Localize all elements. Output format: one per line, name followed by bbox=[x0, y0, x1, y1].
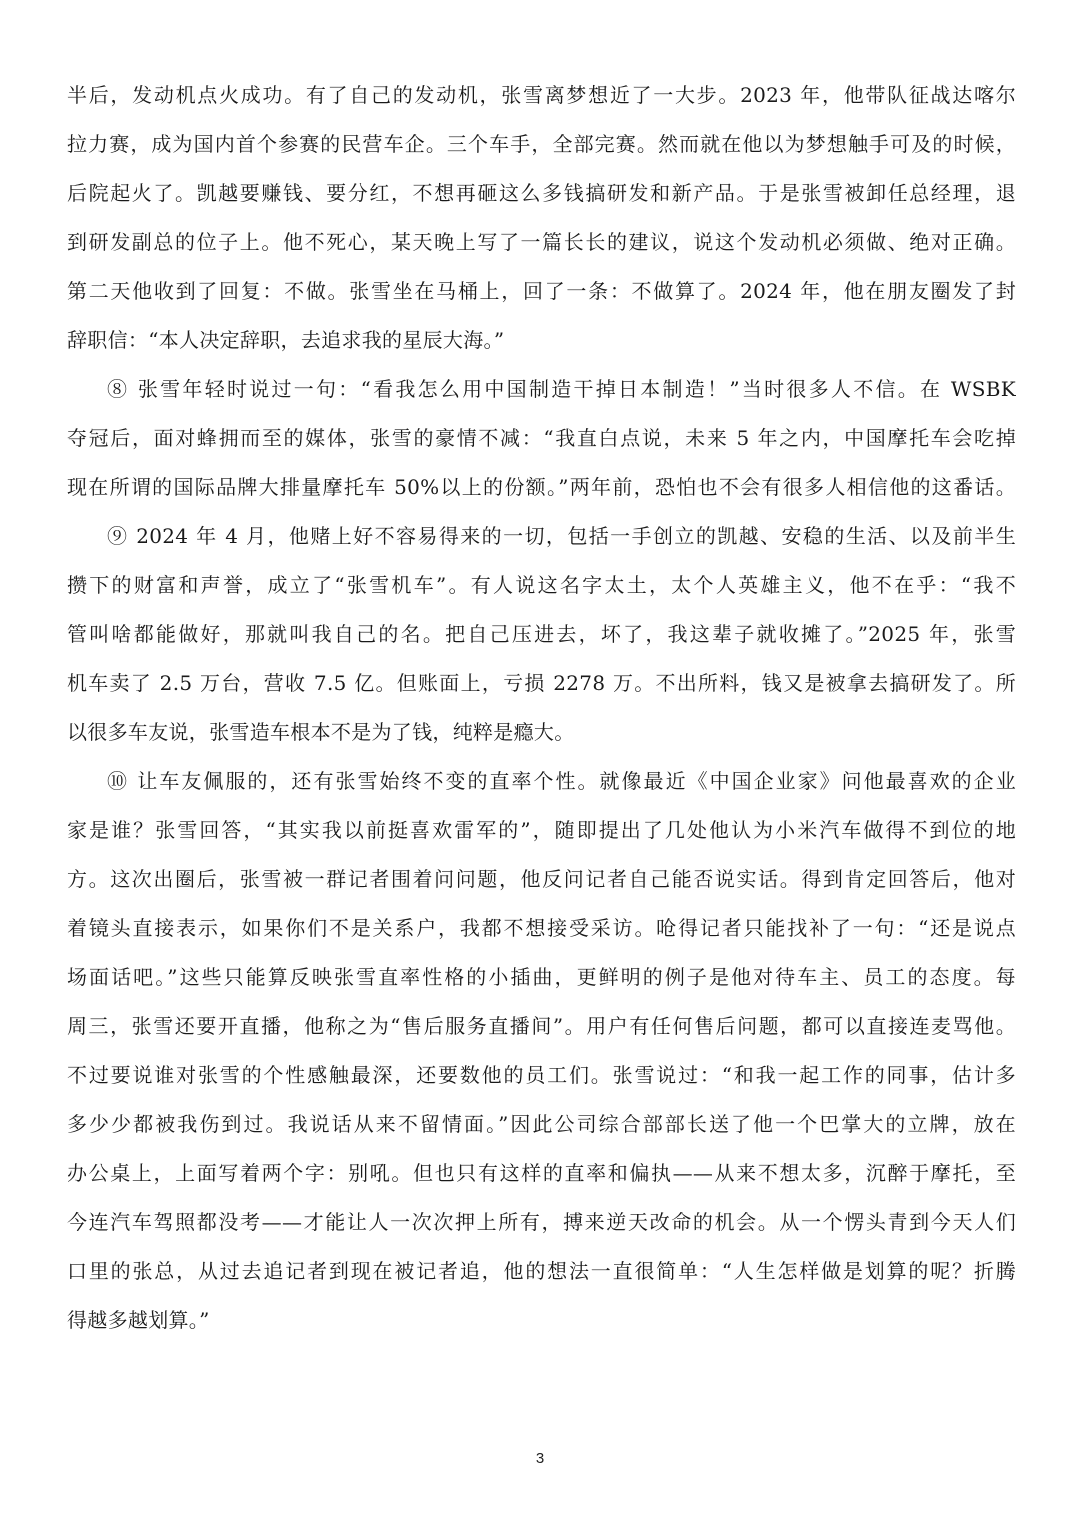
paragraph-10-line-5: 场面话吧。”这些只能算反映张雪直率性格的小插曲，更鲜明的例子是他对待车主、员工的态度。每 bbox=[67, 965, 1016, 989]
page-number: 3 bbox=[535, 1450, 545, 1467]
paragraph-7-line-5: 第二天他收到了回复：不做。张雪坐在马桶上，回了一条：不做算了。2024 年，他在朋友圈发了封 bbox=[67, 279, 1016, 303]
paragraph-10-line-11: 口里的张总，从过去追记者到现在被记者追，他的想法一直很简单：“人生怎样做是划算的呢？折腾 bbox=[67, 1259, 1016, 1283]
paragraph-10-line-9: 办公桌上，上面写着两个字：别吼。但也只有这样的直率和偏执——从来不想太多，沉醉于摩托，至 bbox=[67, 1161, 1016, 1185]
paragraph-8-line-3: 现在所谓的国际品牌大排量摩托车 50%以上的份额。”两年前，恐怕也不会有很多人相信他的这番话。 bbox=[67, 475, 1016, 499]
paragraph-9-line-2: 攒下的财富和声誉，成立了“张雪机车”。有人说这名字太土，太个人英雄主义，他不在乎：“我不 bbox=[67, 573, 1016, 597]
paragraph-7-line-6: 辞职信：“本人决定辞职，去追求我的星辰大海。” bbox=[67, 328, 505, 352]
paragraph-10-line-3: 方。这次出圈后，张雪被一群记者围着问问题，他反问记者自己能否说实话。得到肯定回答后，他对 bbox=[67, 867, 1016, 891]
paragraph-9-line-5: 以很多车友说，张雪造车根本不是为了钱，纯粹是瘾大。 bbox=[67, 720, 575, 744]
paragraph-10-line-12: 得越多越划算。” bbox=[67, 1308, 210, 1332]
paragraph-10-line-7: 不过要说谁对张雪的个性感触最深，还要数他的员工们。张雪说过：“和我一起工作的同事，估计多 bbox=[67, 1063, 1016, 1087]
paragraph-7-line-3: 后院起火了。凯越要赚钱、要分红，不想再砸这么多钱搞研发和新产品。于是张雪被卸任总经理，退 bbox=[67, 181, 1016, 205]
paragraph-10-line-1: ⑩ 让车友佩服的，还有张雪始终不变的直率个性。就像最近《中国企业家》问他最喜欢的企业 bbox=[107, 769, 1016, 793]
paragraph-7-line-1: 半后，发动机点火成功。有了自己的发动机，张雪离梦想近了一大步。2023 年，他带队征战达喀尔 bbox=[67, 83, 1016, 107]
paragraph-7-line-2: 拉力赛，成为国内首个参赛的民营车企。三个车手，全部完赛。然而就在他以为梦想触手可及的时候， bbox=[67, 132, 1016, 156]
paragraph-10-line-2: 家是谁？张雪回答，“其实我以前挺喜欢雷军的”，随即提出了几处他认为小米汽车做得不到位的地 bbox=[67, 818, 1016, 842]
paragraph-8-line-1: ⑧ 张雪年轻时说过一句：“看我怎么用中国制造干掉日本制造！”当时很多人不信。在 WSBK bbox=[107, 377, 1016, 401]
paragraph-7-line-4: 到研发副总的位子上。他不死心，某天晚上写了一篇长长的建议，说这个发动机必须做、绝对正确。 bbox=[67, 230, 1016, 254]
paragraph-10-line-4: 着镜头直接表示，如果你们不是关系户，我都不想接受采访。呛得记者只能找补了一句：“还是说点 bbox=[67, 916, 1016, 940]
paragraph-10-line-8: 多少少都被我伤到过。我说话从来不留情面。”因此公司综合部部长送了他一个巴掌大的立牌，放在 bbox=[67, 1112, 1016, 1136]
paragraph-8-line-2: 夺冠后，面对蜂拥而至的媒体，张雪的豪情不减：“我直白点说，未来 5 年之内，中国摩托车会吃掉 bbox=[67, 426, 1016, 450]
paragraph-9-line-4: 机车卖了 2.5 万台，营收 7.5 亿。但账面上，亏损 2278 万。不出所料，钱又是被拿去搞研发了。所 bbox=[67, 671, 1016, 695]
paragraph-9-line-1: ⑨ 2024 年 4 月，他赌上好不容易得来的一切，包括一手创立的凯越、安稳的生活、以及前半生 bbox=[107, 524, 1016, 548]
paragraph-10-line-6: 周三，张雪还要开直播，他称之为“售后服务直播间”。用户有任何售后问题，都可以直接连麦骂他。 bbox=[67, 1014, 1016, 1038]
paragraph-9-line-3: 管叫啥都能做好，那就叫我自己的名。把自己压进去，坏了，我这辈子就收摊了。”2025 年，张雪 bbox=[67, 622, 1016, 646]
paragraph-10-line-10: 今连汽车驾照都没考——才能让人一次次押上所有，搏来逆天改命的机会。从一个愣头青到今天人们 bbox=[67, 1210, 1016, 1234]
